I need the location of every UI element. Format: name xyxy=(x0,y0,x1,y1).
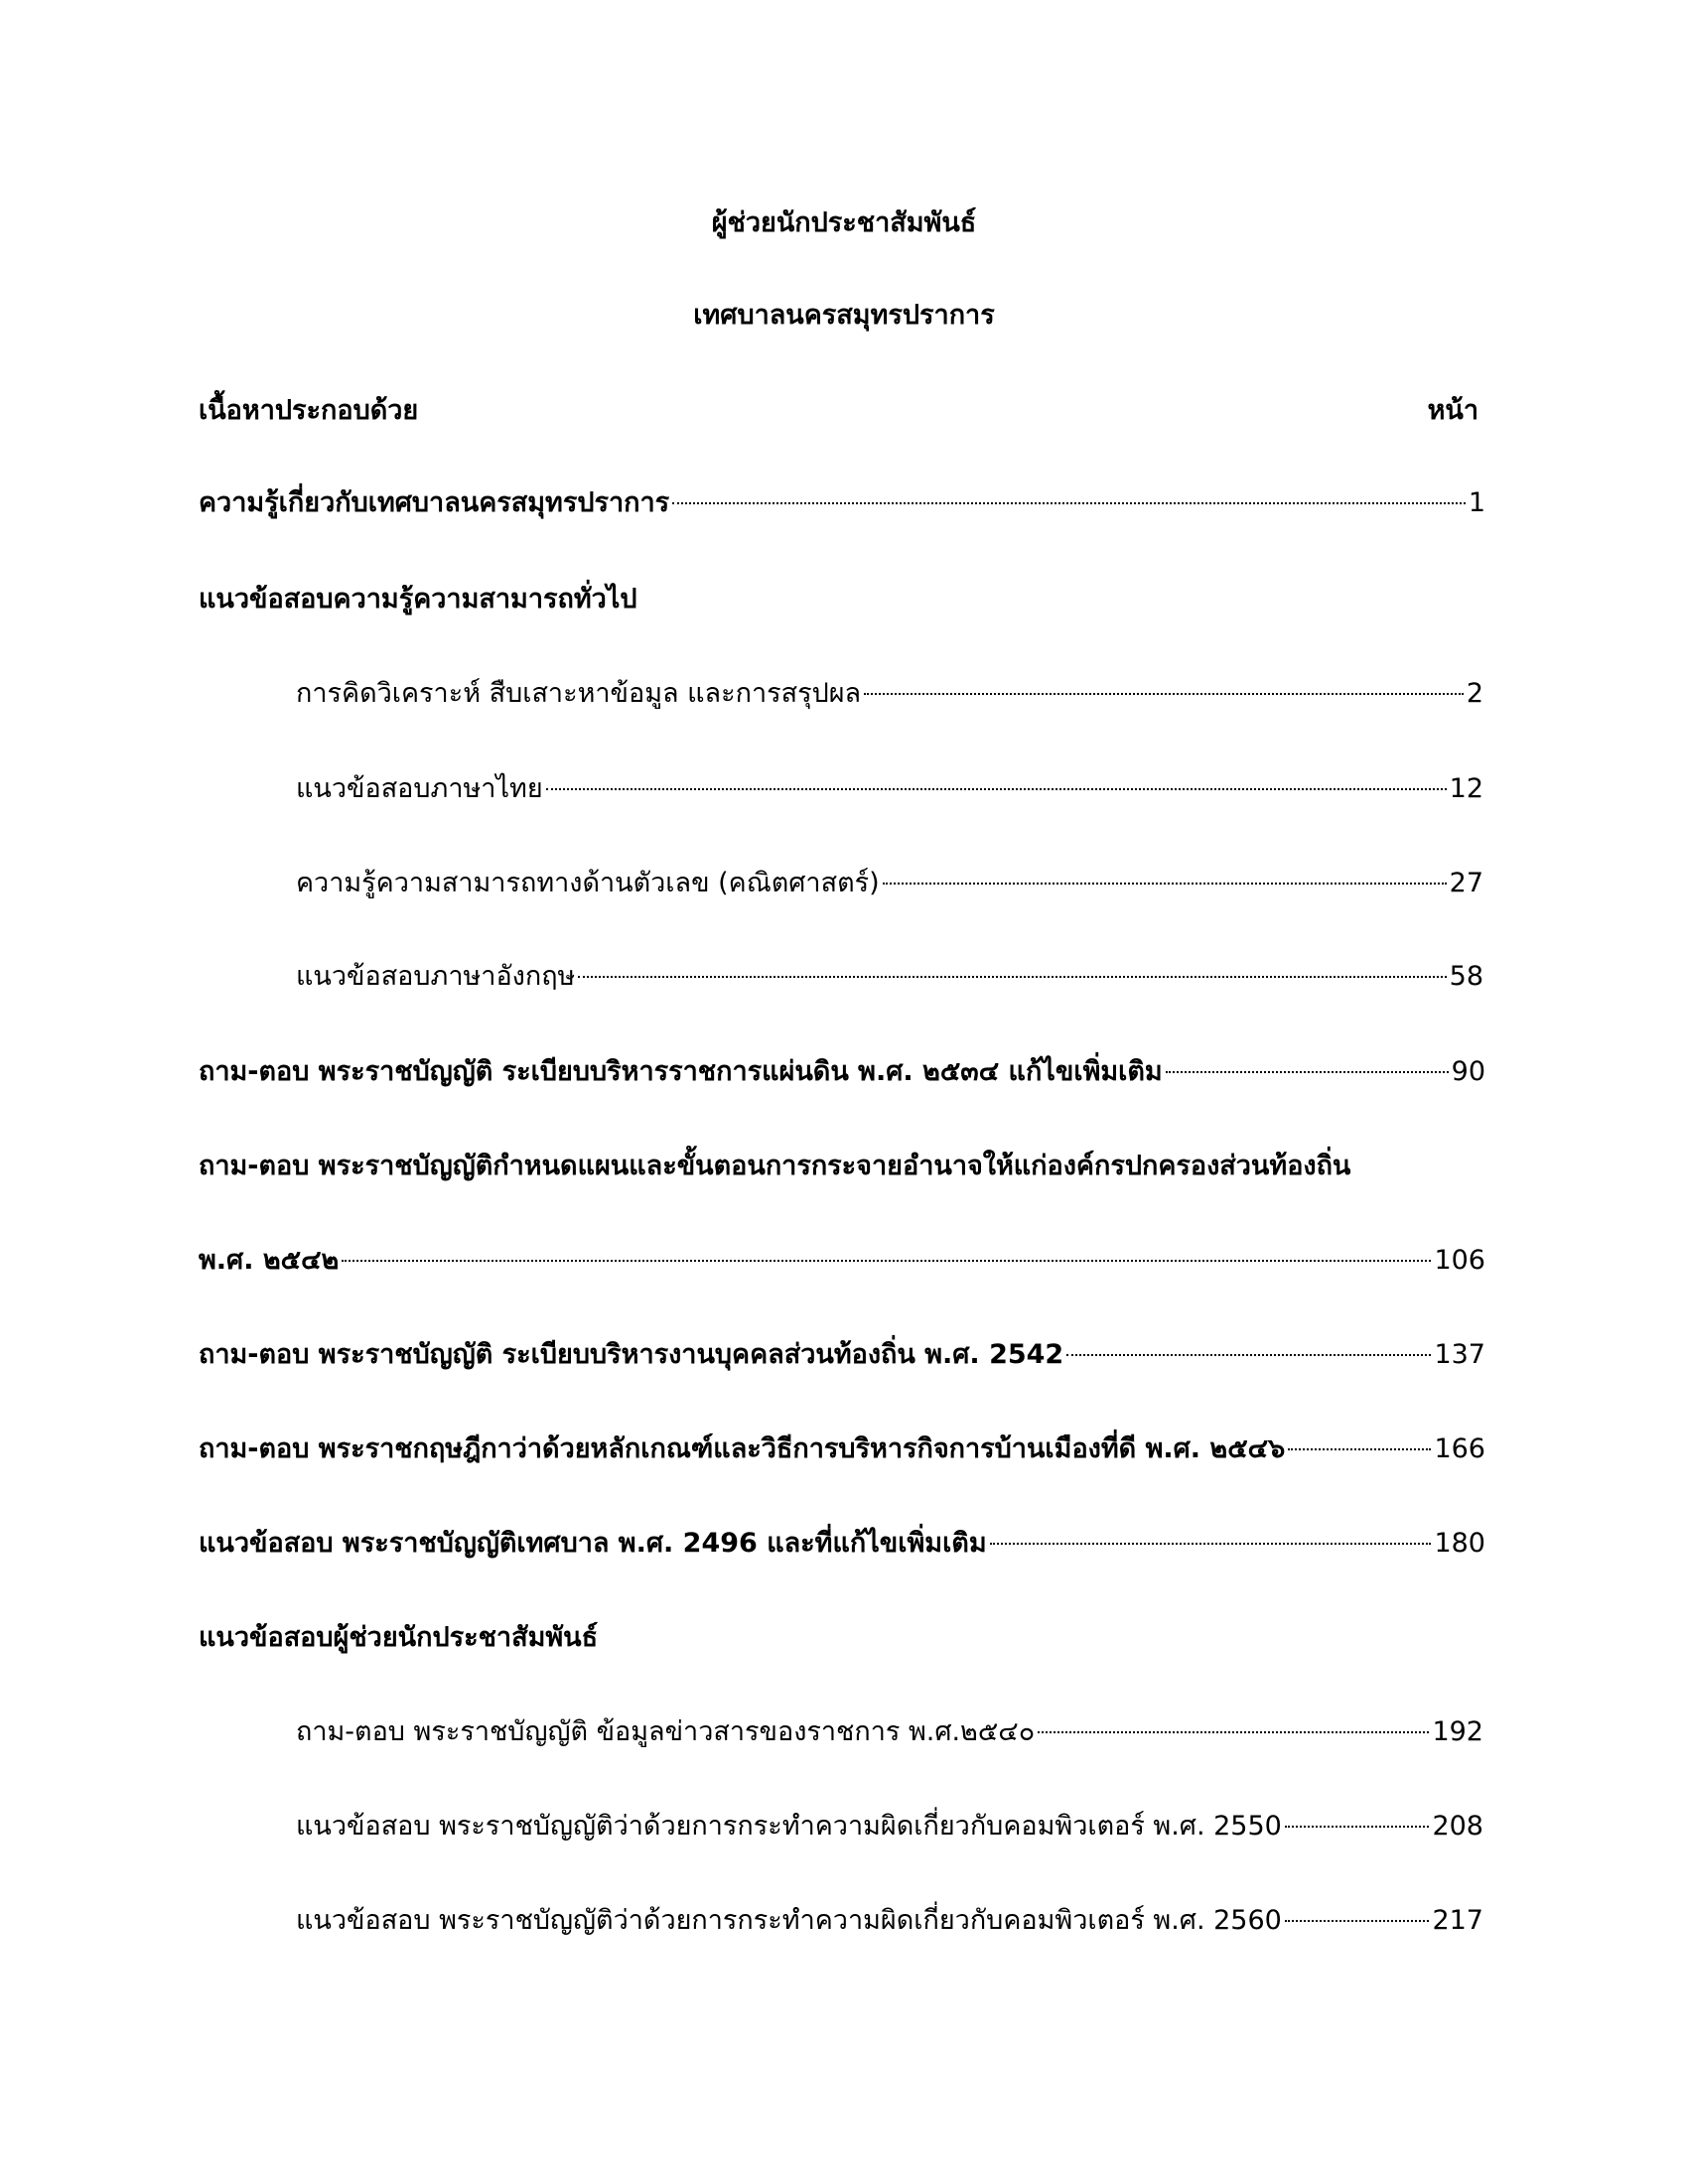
toc-entry-text: ความรู้เกี่ยวกับเทศบาลนครสมุทรปราการ xyxy=(199,487,670,518)
toc-entry-text: แนวข้อสอบ พระราชบัญญัติเทศบาล พ.ศ. 2496 และที่แก้ไขเพิ่มเติม xyxy=(199,1528,987,1559)
dot-leader xyxy=(1066,1354,1431,1356)
toc-subentry xyxy=(296,1807,1483,1846)
toc-page-label: หน้า xyxy=(1427,395,1478,426)
toc-header xyxy=(199,391,1478,431)
toc-entry-page: 2 xyxy=(1466,678,1483,709)
toc-entry xyxy=(199,483,1485,523)
toc-entry xyxy=(199,1052,1485,1092)
dot-leader xyxy=(342,1260,1431,1262)
toc-entry-text: แนวข้อสอบภาษาไทย xyxy=(296,773,543,804)
toc-entry-text: ความรู้ความสามารถทางด้านตัวเลข (คณิตศาสตร์) xyxy=(296,868,880,898)
dot-leader xyxy=(990,1543,1432,1545)
dot-leader xyxy=(1166,1071,1449,1073)
toc-entry-text: แนวข้อสอบภาษาอังกฤษ xyxy=(296,961,576,992)
toc-entry-page: 208 xyxy=(1432,1811,1483,1842)
toc-entry-page: 1 xyxy=(1468,487,1485,518)
toc-entry-page: 180 xyxy=(1434,1528,1485,1559)
toc-entry-text: ถาม-ตอบ พระราชบัญญัติ ระเบียบบริหารงานบุคคลส่วนท้องถิ่น พ.ศ. 2542 xyxy=(199,1339,1064,1370)
dot-leader xyxy=(1285,1826,1430,1828)
toc-section-heading xyxy=(199,580,637,619)
dot-leader xyxy=(1288,1448,1431,1450)
toc-entry-page: 12 xyxy=(1449,773,1483,804)
toc-entry-text: พ.ศ. ๒๕๔๒ xyxy=(199,1245,340,1276)
toc-subentry xyxy=(296,957,1483,997)
toc-entry-page: 166 xyxy=(1434,1433,1485,1464)
toc-subentry xyxy=(296,769,1483,809)
toc-entry-page: 90 xyxy=(1451,1056,1485,1087)
toc-section-heading-text: แนวข้อสอบความรู้ความสามารถทั่วไป xyxy=(199,584,637,614)
toc-entry xyxy=(199,1430,1485,1469)
toc-entry-page: 27 xyxy=(1449,868,1483,898)
toc-subentry xyxy=(296,1712,1483,1752)
document-title: ผู้ช่วยนักประชาสัมพันธ์ xyxy=(711,207,977,238)
toc-entry-page: 217 xyxy=(1432,1905,1483,1936)
dot-leader xyxy=(1038,1731,1429,1733)
dot-leader xyxy=(578,976,1446,978)
toc-entry-page: 106 xyxy=(1434,1245,1485,1276)
toc-entry-text: แนวข้อสอบ พระราชบัญญัติว่าด้วยการกระทำความผิดเกี่ยวกับคอมพิวเตอร์ พ.ศ. 2550 xyxy=(296,1811,1282,1842)
toc-entry xyxy=(199,1524,1485,1564)
toc-entry-text: ถาม-ตอบ พระราชกฤษฎีกาว่าด้วยหลักเกณฑ์และวิธีการบริหารกิจการบ้านเมืองที่ดี พ.ศ. ๒๕๔๖ xyxy=(199,1433,1286,1464)
dot-leader xyxy=(1285,1920,1430,1922)
toc-subentry xyxy=(296,1901,1483,1941)
toc-entry-text: การคิดวิเคราะห์ สืบเสาะหาข้อมูล และการสรุปผล xyxy=(296,678,862,709)
toc-subentry xyxy=(296,674,1483,714)
toc-entry-page: 137 xyxy=(1434,1339,1485,1370)
dot-leader xyxy=(672,502,1466,504)
toc-entry-page: 58 xyxy=(1449,961,1483,992)
dot-leader xyxy=(883,883,1447,885)
toc-section-heading xyxy=(199,1618,598,1658)
toc-entry xyxy=(199,1335,1485,1375)
toc-entry-page: 192 xyxy=(1432,1716,1483,1747)
toc-contents-label: เนื้อหาประกอบด้วย xyxy=(199,395,419,426)
toc-entry-first-line xyxy=(199,1147,1350,1186)
toc-entry-text: ถาม-ตอบ พระราชบัญญัติ ระเบียบบริหารราชการแผ่นดิน พ.ศ. ๒๕๓๔ แก้ไขเพิ่มเติม xyxy=(199,1056,1163,1087)
toc-section-heading-text: แนวข้อสอบผู้ช่วยนักประชาสัมพันธ์ xyxy=(199,1622,599,1653)
toc-entry-text: ถาม-ตอบ พระราชบัญญัติกำหนดแผนและขั้นตอนการกระจายอำนาจให้แก่องค์กรปกครองส่วนท้องถิ่น xyxy=(199,1151,1351,1181)
toc-subentry xyxy=(296,864,1483,903)
toc-entry-text: แนวข้อสอบ พระราชบัญญัติว่าด้วยการกระทำความผิดเกี่ยวกับคอมพิวเตอร์ พ.ศ. 2560 xyxy=(296,1905,1282,1936)
toc-entry-text: ถาม-ตอบ พระราชบัญญัติ ข้อมูลข่าวสารของราชการ พ.ศ.๒๕๔๐ xyxy=(296,1716,1036,1747)
dot-leader xyxy=(546,788,1447,790)
dot-leader xyxy=(864,693,1464,695)
document-subtitle: เทศบาลนครสมุทรปราการ xyxy=(693,300,995,331)
toc-entry xyxy=(199,1241,1485,1281)
